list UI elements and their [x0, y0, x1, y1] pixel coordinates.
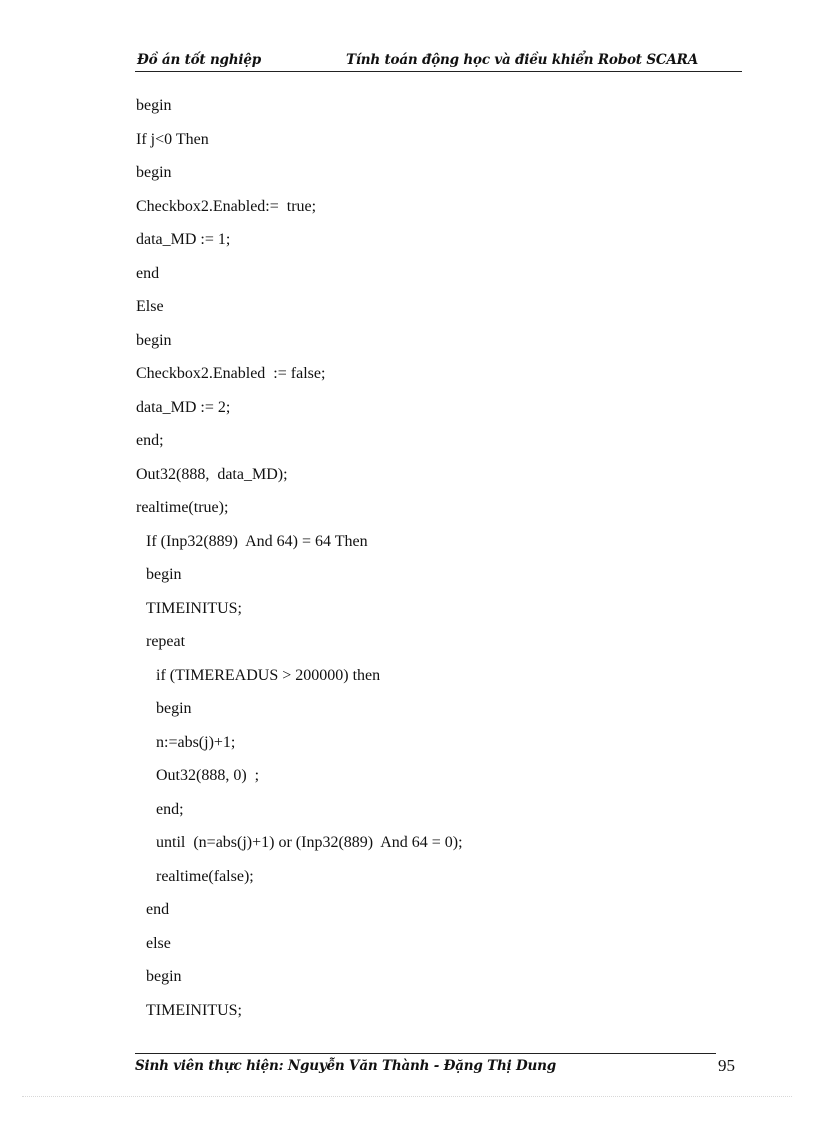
code-line: data_MD := 1; [136, 231, 231, 248]
code-line: begin [136, 164, 172, 181]
code-line: Checkbox2.Enabled:= true; [136, 197, 317, 215]
code-line: data_MD := 2; [136, 398, 231, 416]
code-line: realtime(true); [136, 499, 229, 516]
code-line: TIMEINITUS; [146, 1001, 242, 1019]
page-header [135, 51, 742, 72]
code-line: begin [136, 331, 172, 349]
header-document-title: Tính toán động học và điều khiển Robot SCARA [346, 52, 698, 68]
code-line: Out32(888, 0) ; [156, 767, 260, 784]
footer-divider [135, 1053, 716, 1054]
code-line: if (TIMEREADUS > 200000) then [156, 666, 381, 684]
code-line: begin [156, 700, 192, 717]
code-line: Out32(888, data_MD); [136, 465, 288, 483]
code-line: repeat [146, 633, 186, 650]
code-line: end; [156, 800, 184, 818]
code-line: realtime(false); [156, 867, 254, 885]
page-bottom-dotted-line [22, 1096, 792, 1097]
code-line: n:=abs(j)+1; [156, 733, 236, 751]
header-document-type: Đồ án tốt nghiệp [137, 52, 261, 68]
code-line: begin [136, 97, 172, 114]
code-line: Checkbox2.Enabled := false; [136, 365, 326, 382]
code-listing [136, 96, 736, 1034]
code-line: else [146, 934, 171, 952]
code-line: If (Inp32(889) And 64) = 64 Then [146, 532, 368, 550]
code-line: If j<0 Then [136, 130, 209, 148]
code-line: begin [146, 968, 182, 985]
page-number: 95 [718, 1056, 735, 1075]
code-line: TIMEINITUS; [146, 599, 242, 617]
code-line: until (n=abs(j)+1) or (Inp32(889) And 64 = 0); [156, 834, 463, 851]
code-line: Else [136, 298, 164, 315]
code-line: end; [136, 432, 164, 449]
code-line: end [146, 901, 170, 918]
code-line: end [136, 264, 160, 282]
code-line: begin [146, 566, 182, 583]
footer-author: Sinh viên thực hiện: Nguyễn Văn Thành - Đặng Thị Dung [135, 1058, 556, 1074]
